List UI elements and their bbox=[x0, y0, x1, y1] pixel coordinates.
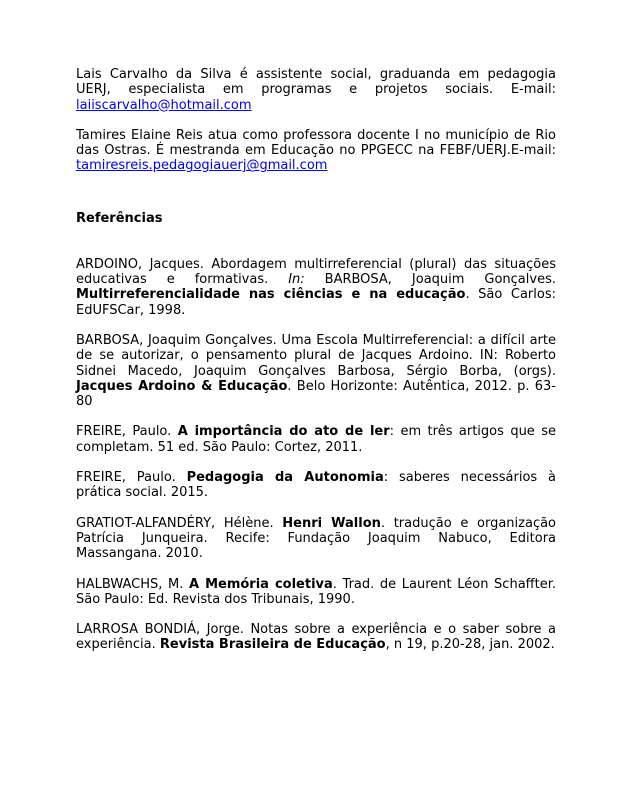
reference-entry bbox=[76, 470, 556, 501]
reference-title: A Memória coletiva bbox=[189, 576, 333, 592]
reference-title: Revista Brasileira de Educação bbox=[159, 637, 386, 653]
reference-title: Multirreferencialidade nas ciências e na educação bbox=[76, 287, 466, 303]
reference-text: LARROSA BONDIÁ, Jorge. Notas sobre a experiência e o saber sobre a experiência. bbox=[76, 622, 556, 653]
bio-text: Tamires Elaine Reis atua como professora docente I no município de Rio das Ostras. É mestranda em Educação no PPGECC na FEBF/UERJ.E-mail: bbox=[76, 127, 556, 159]
reference-text: ARDOINO, Jacques. Abordagem multirreferencial (plural) das situações educativas e formativas. bbox=[76, 256, 556, 288]
reference-entry bbox=[76, 622, 556, 653]
author-bio bbox=[76, 67, 556, 113]
references-heading: Referências bbox=[76, 210, 163, 226]
reference-text: FREIRE, Paulo. bbox=[76, 424, 178, 440]
reference-text: BARBOSA, Joaquim Gonçalves. Uma Escola Multirreferencial: a difícil arte de se autorizar, o pensamento plural de Jacques Ardoino. IN: Roberto Sidnei Macedo, Joaquim Gonçalves Barbosa, Sérgio Borba, (orgs). bbox=[76, 332, 556, 379]
reference-title: Jacques Ardoino & Educação bbox=[76, 378, 288, 394]
reference-title: Henri Wallon bbox=[282, 515, 381, 531]
reference-entry bbox=[76, 516, 556, 562]
reference-text: . tradução e organização Patrícia Junqueira. Recife: Fundação Joaquim Nabuco, Editora Massangana. 2010. bbox=[76, 515, 557, 562]
reference-entry bbox=[76, 257, 556, 318]
reference-italic: In: bbox=[288, 272, 305, 288]
reference-text: , n 19, p.20-28, jan. 2002. bbox=[385, 637, 555, 653]
reference-text: BARBOSA, Joaquim Gonçalves. bbox=[304, 272, 556, 288]
reference-text: HALBWACHS, M. bbox=[76, 576, 189, 592]
document-page bbox=[76, 67, 556, 668]
reference-text: : em três artigos que se completam. 51 ed. São Paulo: Cortez, 2011. bbox=[76, 424, 556, 455]
reference-text: . Trad. de Laurent Léon Schaffter. São Paulo: Ed. Revista dos Tribunais, 1990. bbox=[76, 576, 556, 607]
reference-title: Pedagogia da Autonomia bbox=[186, 470, 384, 486]
reference-text: FREIRE, Paulo. bbox=[76, 470, 187, 486]
bio-text: Lais Carvalho da Silva é assistente social, graduanda em pedagogia UERJ, especialista em programas e projetos sociais. E-mail: bbox=[76, 67, 556, 98]
reference-entry bbox=[76, 577, 556, 608]
reference-text: . São Carlos: EdUFSCar, 1998. bbox=[76, 287, 556, 318]
reference-text: GRATIOT-ALFANDÉRY, Hélène. bbox=[76, 515, 283, 531]
reference-text: . Belo Horizonte: Autêntica, 2012. p. 63-80 bbox=[76, 378, 556, 410]
reference-title: A importância do ato de ler bbox=[177, 424, 390, 440]
author-bio bbox=[76, 128, 556, 174]
email-link[interactable]: laiiscarvalho@hotmail.com bbox=[76, 97, 252, 113]
reference-entry bbox=[76, 333, 556, 409]
email-link[interactable]: tamiresreis.pedagogiauerj@gmail.com bbox=[76, 158, 328, 174]
reference-text: : saberes necessários à prática social. 2015. bbox=[76, 470, 557, 501]
reference-entry bbox=[76, 424, 556, 455]
